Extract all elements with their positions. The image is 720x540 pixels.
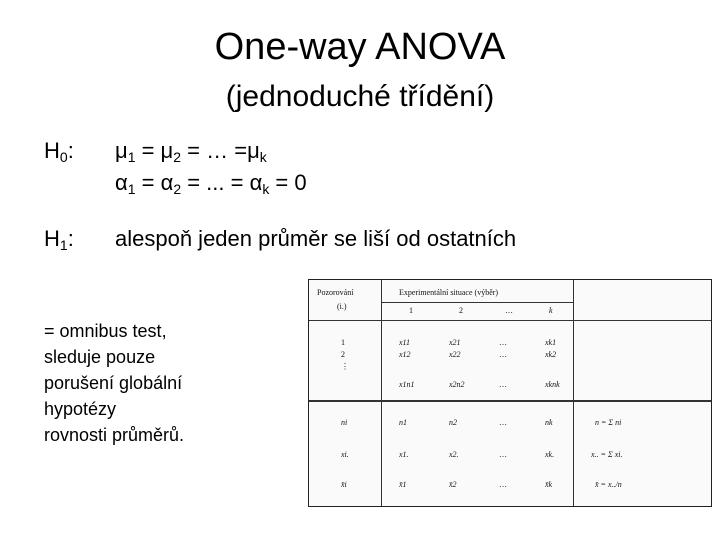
table-cell: xk. <box>545 450 555 459</box>
grand-mean: x̄ = x../n <box>595 480 622 489</box>
note-line: porušení globální <box>44 373 183 393</box>
total-n: n = Σ ni <box>595 418 622 427</box>
sum-label: ni <box>341 418 348 427</box>
row-label: 1 <box>341 338 345 347</box>
table-cell: x12 <box>399 350 411 359</box>
header-obs-sub: (i.) <box>337 302 347 311</box>
col-label: k <box>549 306 553 315</box>
anova-data-table <box>308 279 712 507</box>
table-cell: x1. <box>399 450 409 459</box>
table-cell: nk <box>545 418 553 427</box>
table-cell: x̄k <box>545 480 553 489</box>
h0-line1: $\mu_1 = \mu_2$ = … $=\mu_k$ <box>115 138 267 165</box>
table-cell: n2 <box>449 418 457 427</box>
table-cell: xknk <box>545 380 560 389</box>
table-cell: x11 <box>399 338 410 347</box>
total-x: x.. = Σ xi. <box>591 450 623 459</box>
note-line: rovnosti průměrů. <box>44 425 185 445</box>
col-label: … <box>505 306 513 315</box>
h0-label: $H_0$: <box>44 138 74 165</box>
table-cell: x2n2 <box>449 380 465 389</box>
omnibus-note <box>44 318 184 448</box>
table-cell: x2. <box>449 450 459 459</box>
table-cell: x̄1 <box>399 480 407 489</box>
table-cell: x̄2 <box>449 480 457 489</box>
note-line: = omnibus test, <box>44 321 167 341</box>
header-exp: Experimentální situace (výběr) <box>399 288 499 297</box>
table-cell: x21 <box>449 338 461 347</box>
table-cell: x22 <box>449 350 461 359</box>
table-cell: xk1 <box>545 338 557 347</box>
h0-line2: $\alpha_1 = \alpha_2$ = ... = $\alpha_k = 0$ <box>115 170 307 197</box>
table-cell: x1n1 <box>399 380 415 389</box>
h1-label: $H_1$: <box>44 226 74 253</box>
page-title: One-way ANOVA <box>214 26 506 68</box>
page-subtitle: (jednoduché třídění) <box>225 80 495 113</box>
table-cell: xk2 <box>545 350 557 359</box>
table-cell: … <box>499 380 507 389</box>
table-cell: … <box>499 450 507 459</box>
header-obs: Pozorování <box>317 288 354 297</box>
row-label: ⋮ <box>341 362 349 371</box>
note-line: sleduje pouze <box>44 347 156 367</box>
sum-label: xi. <box>341 450 349 459</box>
table-cell: … <box>499 338 507 347</box>
table-cell: … <box>499 480 507 489</box>
note-line: hypotézy <box>44 399 117 419</box>
row-label: 2 <box>341 350 345 359</box>
table-cell: … <box>499 418 507 427</box>
sum-label: x̄i <box>341 480 347 489</box>
col-label: 1 <box>409 306 413 315</box>
table-cell: n1 <box>399 418 407 427</box>
h1-text: alespoň jeden průměr se liší od ostatních <box>115 226 517 251</box>
table-cell: … <box>499 350 507 359</box>
col-label: 2 <box>459 306 463 315</box>
